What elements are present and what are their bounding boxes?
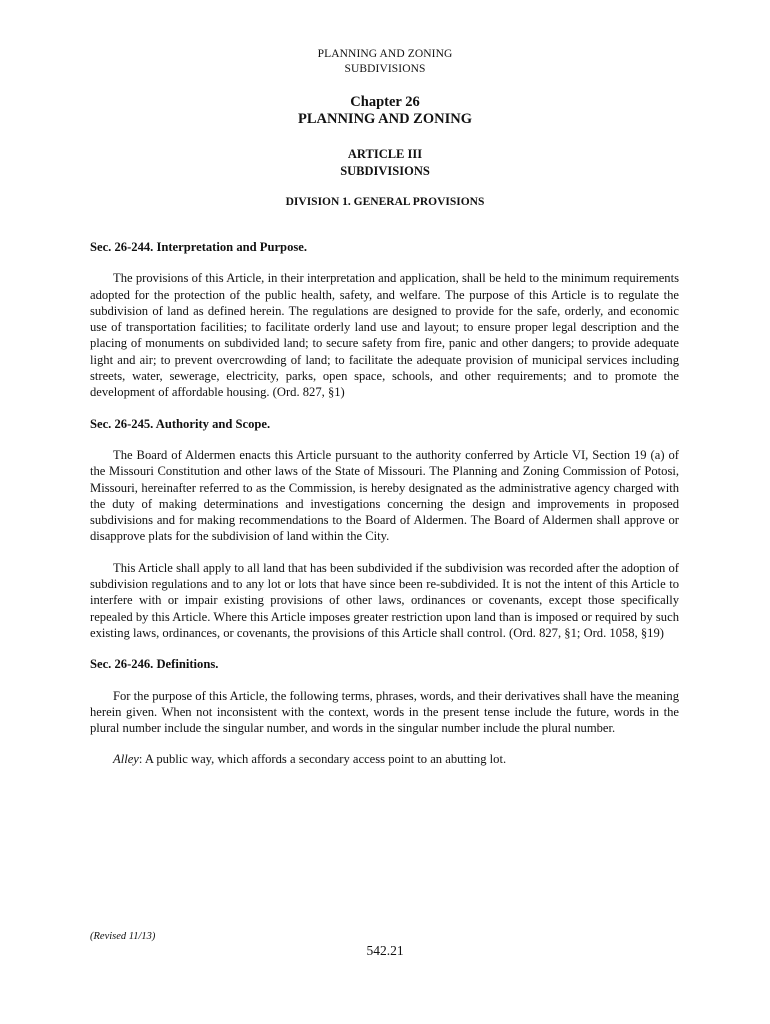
page-number: 542.21 — [366, 943, 404, 958]
running-header-line-1: PLANNING AND ZONING — [317, 48, 453, 60]
chapter-number: Chapter 26 — [350, 94, 420, 110]
section-heading-26-244: Sec. 26-244. Interpretation and Purpose. — [90, 240, 308, 254]
chapter-title: PLANNING AND ZONING — [297, 111, 472, 127]
definition-text: : A public way, which affords a secondary access point to an abutting lot. — [138, 752, 507, 767]
article-number: ARTICLE III — [347, 147, 423, 161]
section-paragraph: For the purpose of this Article, the following terms, phrases, words, and their derivatives shall have the meaning herein given. When not inconsistent with the context, words in the present tense include the future, words in the plural number include the singular number, and words in the singular number include the plural number. — [90, 688, 679, 736]
document-body — [90, 239, 679, 768]
revision-note: (Revised 11/13) — [90, 931, 156, 942]
article-heading — [0, 146, 770, 179]
chapter-heading — [0, 94, 770, 128]
section-paragraph: The Board of Aldermen enacts this Article pursuant to the authority conferred by Article VI, Section 19 (a) of the Missouri Constitution and other laws of the State of Missouri. The Planning and Zoning Commission of Potosi, Missouri, hereinafter referred to as the Commission, is hereby designated as the administrative agency charged with the duty of making determinations and investigations concerning the design and improvements in proposed subdivisions and for making recommendations to the Board of Aldermen. The Board of Aldermen shall approve or disapprove plats for the subdivision of land within the City. — [90, 447, 679, 544]
section-heading-26-246: Sec. 26-246. Definitions. — [90, 657, 219, 672]
definition-alley — [90, 751, 679, 767]
division-heading: DIVISION 1. GENERAL PROVISIONS — [285, 196, 485, 208]
section-paragraph: This Article shall apply to all land that has been subdivided if the subdivision was recorded after the adoption of subdivision regulations and to any lot or lots that have since been re-subdivided. It is not the intent of this Article to interfere with or impair existing provisions of other laws, ordinances or covenants, except those specifically repealed by this Article. Where this Article imposes greater restriction upon land than is imposed or required by such existing laws, ordinances, or covenants, the provisions of this Article shall control. (Ord. 827, §1; Ord. 1058, §19) — [90, 560, 679, 640]
section-paragraph: The provisions of this Article, in their interpretation and application, shall be held to the minimum requirements adopted for the protection of the public health, safety, and welfare. The purpose of this Article is to regulate the subdivision of land as defined herein. The regulations are designed to provide for the safe, orderly, and economic use of transportation facilities; to facilitate orderly land use and layout; to ensure proper legal description and the placing of monuments on subdivided land; to secure safety from fire, panic and other dangers; to provide adequate light and air; to prevent overcrowding of land; to facilitate the adequate provision of municipal services including streets, water, sewerage, electricity, parks, open space, schools, and other requirements; and to promote the development of affordable housing. (Ord. 827, §1) — [90, 271, 679, 400]
section-heading-26-245: Sec. 26-245. Authority and Scope. — [90, 416, 271, 431]
definition-term: Alley — [113, 752, 139, 767]
running-header — [0, 47, 770, 77]
article-title: SUBDIVISIONS — [340, 163, 430, 178]
running-header-line-2: SUBDIVISIONS — [344, 63, 426, 75]
